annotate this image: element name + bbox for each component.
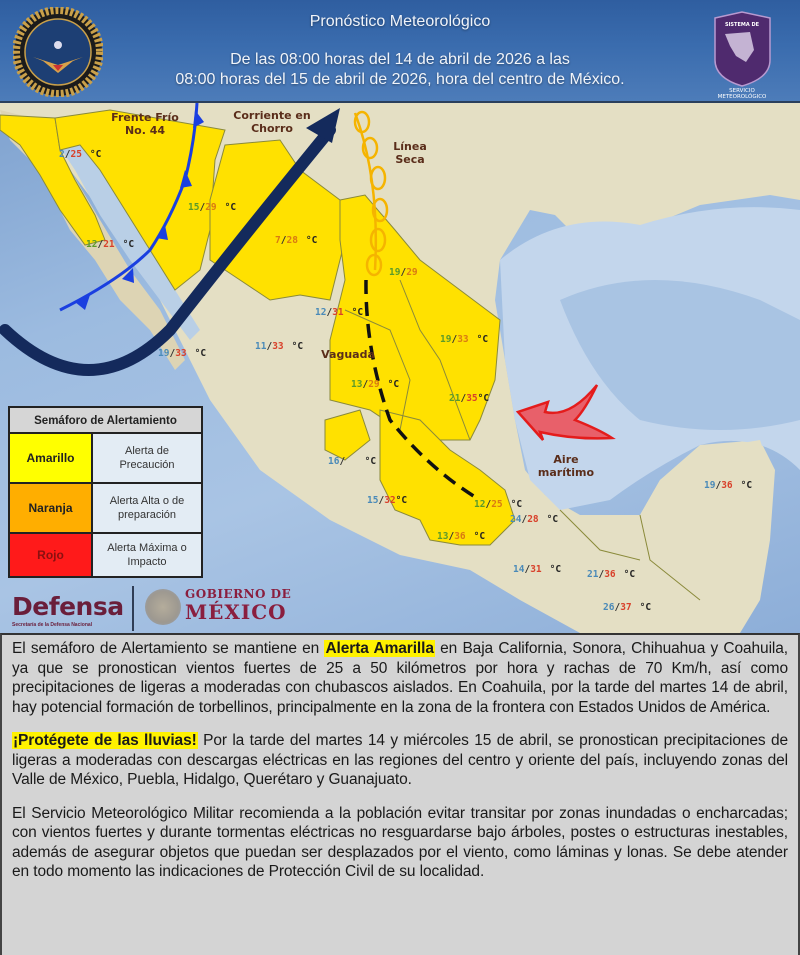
defensa-logo-text: Defensa [12, 592, 124, 621]
paragraph-rain: ¡Protégete de las lluvias! Por la tarde del martes 14 y miércoles 15 de abril, se pronostican precipitaciones de ligeras a moderadas con descargas eléctricas en las regiones del centro y oriente del país, incluyendo zonas del Valle de México, Puebla, Hidalgo, Querétaro y Guanajuato. [12, 732, 788, 788]
temp-label: 14/31 °C [513, 564, 562, 575]
temp-label: 24/28 °C [510, 514, 559, 525]
legend-color-red: Rojo [10, 534, 93, 576]
temp-label: 21/36 °C [587, 569, 636, 580]
temp-label: 12/21 °C [86, 239, 135, 250]
legend-color-orange: Naranja [10, 484, 93, 532]
temp-label: 11/33 °C [255, 341, 304, 352]
svg-text:METEOROLÓGICO: METEOROLÓGICO [717, 94, 767, 100]
national-seal-icon [145, 589, 181, 625]
paragraph-alert: El semáforo de Alertamiento se mantiene en Alerta Amarilla en Baja California, Sonora, Chihuahua y Coahuila, ya que se pronostican vientos fuertes de 25 a 50 kilómetros por hora y rachas de 70 Km/h, así como precipitaciones de ligeras a moderadas con chubascos aislados. En Coahuila, por la tarde del martes 14 de abril, hay potencial formación de torbellinos, principalmente en la zona de la frontera con Estados Unidos de América. [12, 640, 788, 716]
alert-highlight: Alerta Amarilla [325, 640, 434, 657]
forecast-description [0, 633, 800, 955]
temp-label: 19/33 °C [158, 348, 207, 359]
gobierno-de-mexico-logo [185, 587, 291, 623]
cold-front-label: Frente Frío No. 44 [111, 111, 179, 137]
rain-highlight: ¡Protégete de las lluvias! [13, 732, 197, 749]
forecast-title: Pronóstico Meteorológico [309, 13, 491, 30]
legend-row-orange [10, 484, 201, 534]
gobierno-logo-line1: GOBIERNO DE [185, 587, 292, 601]
temp-label: 19/36 °C [704, 480, 753, 491]
temp-label: 12/25 °C [474, 499, 523, 510]
paragraph-recommendation: El Servicio Meteorológico Militar recomienda a la población evitar transitar por zonas inundadas o encharcadas; con vientos fuertes y durante tormentas eléctricas no resguardarse bajo árboles, postes o estructuras inestables, además de asegurar objetos que puedan ser desplazados por el viento, como láminas y lonas. Se debe atender en todo momento las indicaciones de Protección Civil de su localidad. [12, 804, 788, 880]
temp-label: 15/29 °C [188, 202, 237, 213]
temp-label: 19/33 °C [440, 334, 489, 345]
forecast-period-line2: 08:00 horas del 15 de abril de 2026, hora del centro de México. [175, 71, 625, 88]
gobierno-logo-line2: MÉXICO [185, 600, 287, 624]
temp-label: 2/25 °C [59, 149, 102, 160]
alert-legend [8, 406, 203, 578]
weather-map [0, 103, 800, 633]
logo-divider [132, 586, 134, 631]
legend-desc-yellow: Alerta de Precaución [119, 445, 175, 471]
temp-label: 21/35°C [449, 393, 490, 404]
trough-label: Vaguada [321, 348, 375, 361]
legend-row-red [10, 534, 201, 576]
header-banner [0, 0, 800, 103]
jet-stream-label: Corriente en Chorro [233, 109, 311, 135]
temp-label: 26/37 °C [603, 602, 652, 613]
defensa-logo-subtext: Secretaría de la Defensa Nacional [12, 622, 93, 628]
svg-text:SERVICIO: SERVICIO [729, 88, 755, 94]
legend-title: Semáforo de Alertamiento [10, 408, 201, 434]
temp-label: 16/ °C [328, 456, 377, 467]
legend-row-yellow [10, 434, 201, 484]
svg-text:SISTEMA DE: SISTEMA DE [724, 22, 760, 28]
temp-label: 12/31 °C [315, 307, 364, 318]
forecast-period-line1: De las 08:00 horas del 14 de abril de 2026 a las [230, 51, 570, 68]
temp-label: 15/32°C [367, 495, 408, 506]
legend-desc-red: Alerta Máxima o Impacto [107, 542, 187, 568]
legend-color-yellow: Amarillo [10, 434, 93, 482]
temp-label: 7/28 °C [275, 235, 318, 246]
sistema-alerta-temprana-shield-icon [710, 10, 775, 100]
temp-label: 13/29 °C [351, 379, 400, 390]
temp-label: 13/36 °C [437, 531, 486, 542]
dry-line-label: Línea Seca [393, 140, 427, 166]
temp-label: 19/29 [389, 267, 418, 278]
forecast-period [0, 50, 800, 90]
defensa-logo [12, 592, 124, 628]
legend-desc-orange: Alerta Alta o de preparación [109, 495, 185, 521]
maritime-air-label: Aire marítimo [537, 453, 595, 479]
